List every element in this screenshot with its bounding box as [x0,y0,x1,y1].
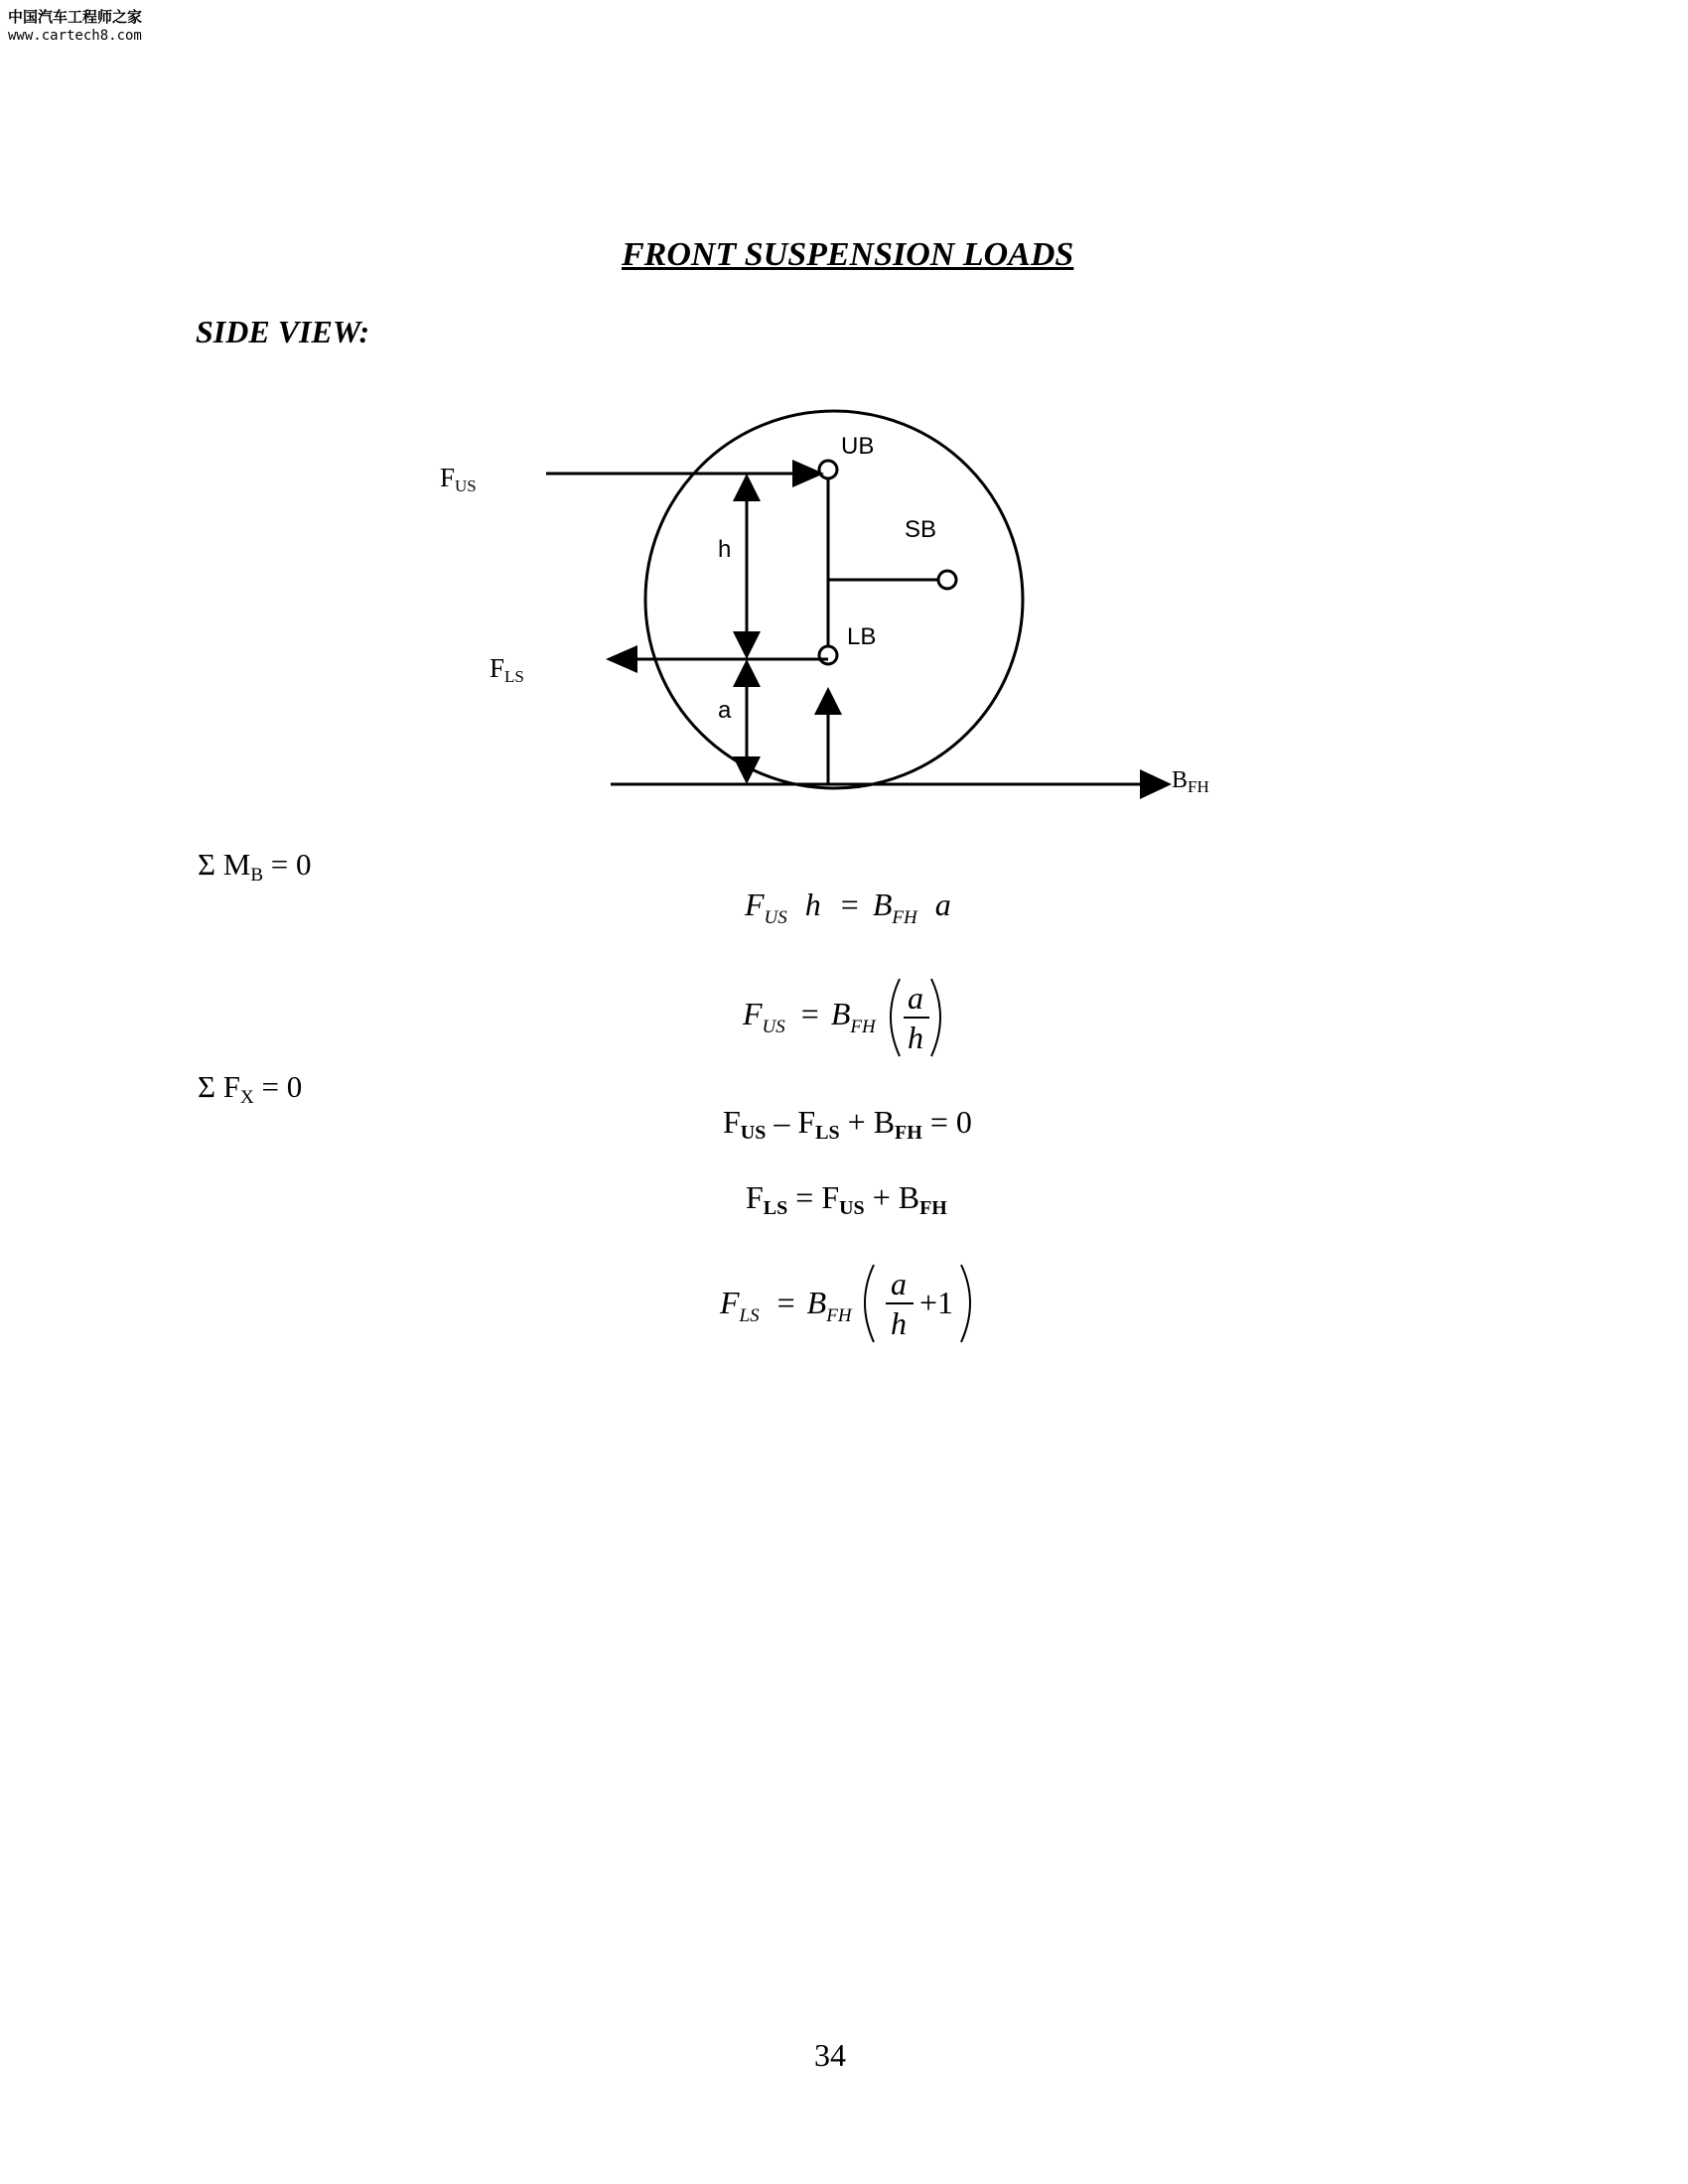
sb-label: SB [905,516,937,543]
eq5-numerator: a [891,1266,907,1301]
moment-condition: Σ $M_B = 0$ [198,847,312,886]
eq2-numerator: a [908,980,923,1016]
equation-moment-balance: $F_{US}$ $h = B_{FH}$ a [745,887,951,928]
force-condition: Σ $F_X = 0$ [198,1069,303,1108]
fus-label: $F_{US}$ [440,463,477,495]
fls-label: $F_{LS}$ [490,653,524,686]
lb-label: LB [847,623,877,650]
equation-force-balance: $F_{US} - F_{LS} + B_{FH} = 0$ [723,1104,972,1144]
equation-fls-solution: $F_{LS} = B_{FH}$ [720,1285,852,1326]
eq5-denominator: h [891,1305,907,1341]
h-label: h [718,536,732,563]
watermark-site-name: 中国汽车工程师之家 [8,8,143,26]
equation-fls-relation: $F_{LS} = F_{US} + B_{FH}$ [746,1179,947,1219]
eq2-denominator: h [908,1020,923,1055]
section-heading: SIDE VIEW: [196,314,370,349]
a-label: a [718,697,732,724]
equation-fus-solution: $F_{US} = B_{FH}$ [743,996,876,1037]
bfh-label: $B_{FH}$ [1172,767,1209,796]
eq5-plus-one: +1 [919,1285,954,1320]
watermark-url: www.cartech8.com [8,28,142,44]
ub-label: UB [841,433,875,460]
page-number: 34 [814,2037,846,2073]
page-title: FRONT SUSPENSION LOADS [622,236,1074,273]
